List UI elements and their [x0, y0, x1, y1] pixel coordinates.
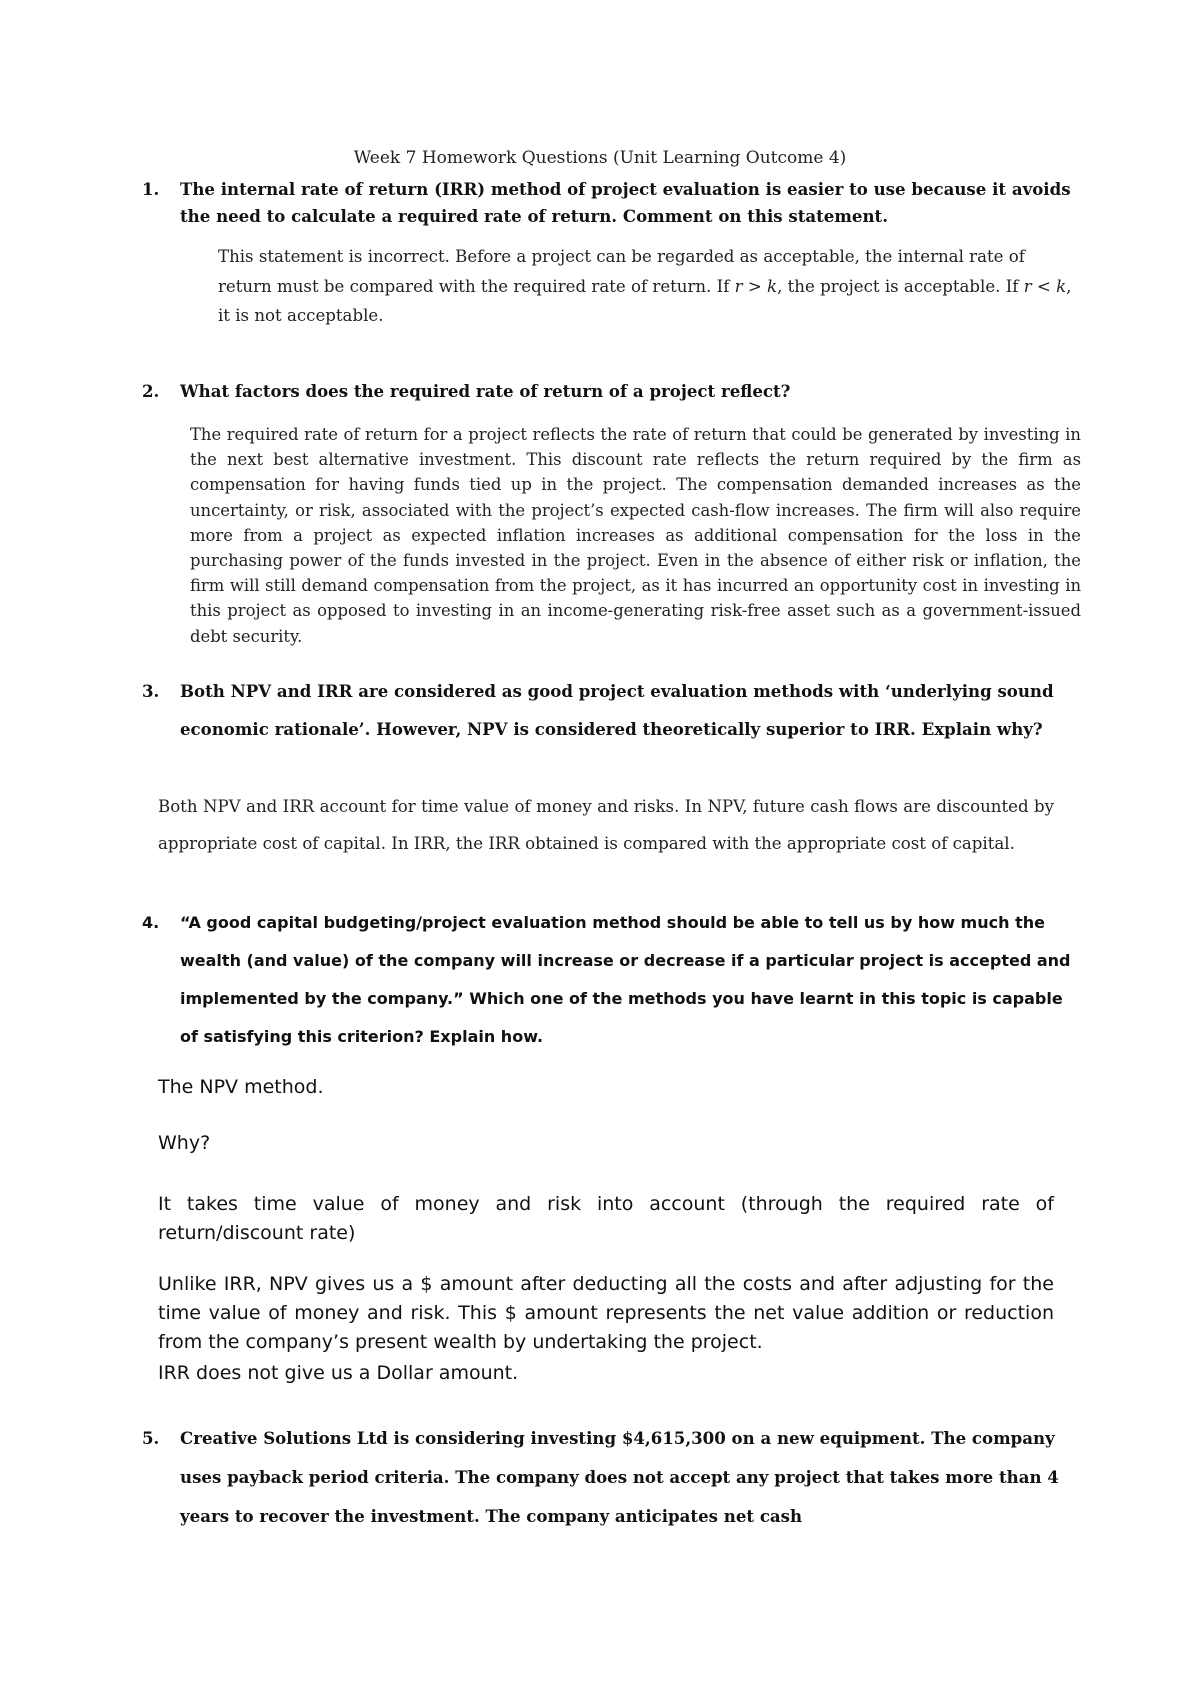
question-3: [142, 672, 1080, 748]
question-number: 1.: [142, 179, 160, 199]
answer-2: The required rate of return for a project reflects the rate of return that could be generated by investing in the next best alternative investment. This discount rate reflects the return required by the firm as compensation for having funds tied up in the project. The compensation demanded increases as the uncertainty, or risk, associated with the project’s expected cash-flow increases. The firm will also require more from a project as expected inflation increases as additional compensation for the loss in the purchasing power of the funds invested in the project. Even in the absence of either risk or inflation, the firm will still demand compensation from the project, as it has incurred an opportunity cost in investing in this project as opposed to investing in an income-generating risk-free asset such as a government-issued debt security.: [190, 425, 1081, 646]
question-text: The internal rate of return (IRR) method of project evaluation is easier to use because it avoids the need to calculate a required rate of return. Comment on this statement.: [180, 179, 1071, 226]
question-5: [142, 1419, 1080, 1536]
question-text: Both NPV and IRR are considered as good project evaluation methods with ‘underlying sound economic rationale’. However, NPV is considered theoretically superior to IRR. Explain why?: [180, 681, 1054, 739]
answer-4-line-5: IRR does not give us a Dollar amount.: [158, 1362, 519, 1384]
answer-4-line-3: It takes time value of money and risk into account (through the required rate of return/discount rate): [158, 1193, 1054, 1244]
answer-1: This statement is incorrect. Before a project can be regarded as acceptable, the internal rate of return must be compared with the required rate of return. If r > k, the project is acceptable. If r < k, it is not acceptable.: [218, 247, 1072, 325]
answer-3: Both NPV and IRR account for time value of money and risks. In NPV, future cash flows are discounted by appropriate cost of capital. In IRR, the IRR obtained is compared with the appropriate cost of capital.: [158, 797, 1054, 853]
question-2: [142, 378, 1080, 405]
question-number: 5.: [142, 1428, 160, 1448]
question-number: 2.: [142, 381, 160, 401]
question-number: 4.: [142, 913, 160, 932]
answer-4-line-2: Why?: [158, 1132, 211, 1154]
question-4: [142, 904, 1080, 1056]
answer-4-line-4: Unlike IRR, NPV gives us a $ amount after deducting all the costs and after adjusting for the time value of money and risk. This $ amount represents the net value addition or reduction from the company’s present wealth by undertaking the project.: [158, 1273, 1054, 1353]
question-text: What factors does the required rate of return of a project reflect?: [180, 381, 791, 401]
question-number: 3.: [142, 681, 160, 701]
answer-4-line-1: The NPV method.: [158, 1076, 324, 1098]
page-title: Week 7 Homework Questions (Unit Learning Outcome 4): [353, 148, 847, 168]
question-text: “A good capital budgeting/project evaluation method should be able to tell us by how much the wealth (and value) of the company will increase or decrease if a particular project is accepted and implemented by the company.” Which one of the methods you have learnt in this topic is capable of satisfying this criterion? Explain how.: [180, 913, 1071, 1046]
question-text: Creative Solutions Ltd is considering investing $4,615,300 on a new equipment. The company uses payback period criteria. The company does not accept any project that takes more than 4 years to recover the investment. The company anticipates net cash: [180, 1428, 1059, 1526]
question-1: [142, 176, 1080, 230]
